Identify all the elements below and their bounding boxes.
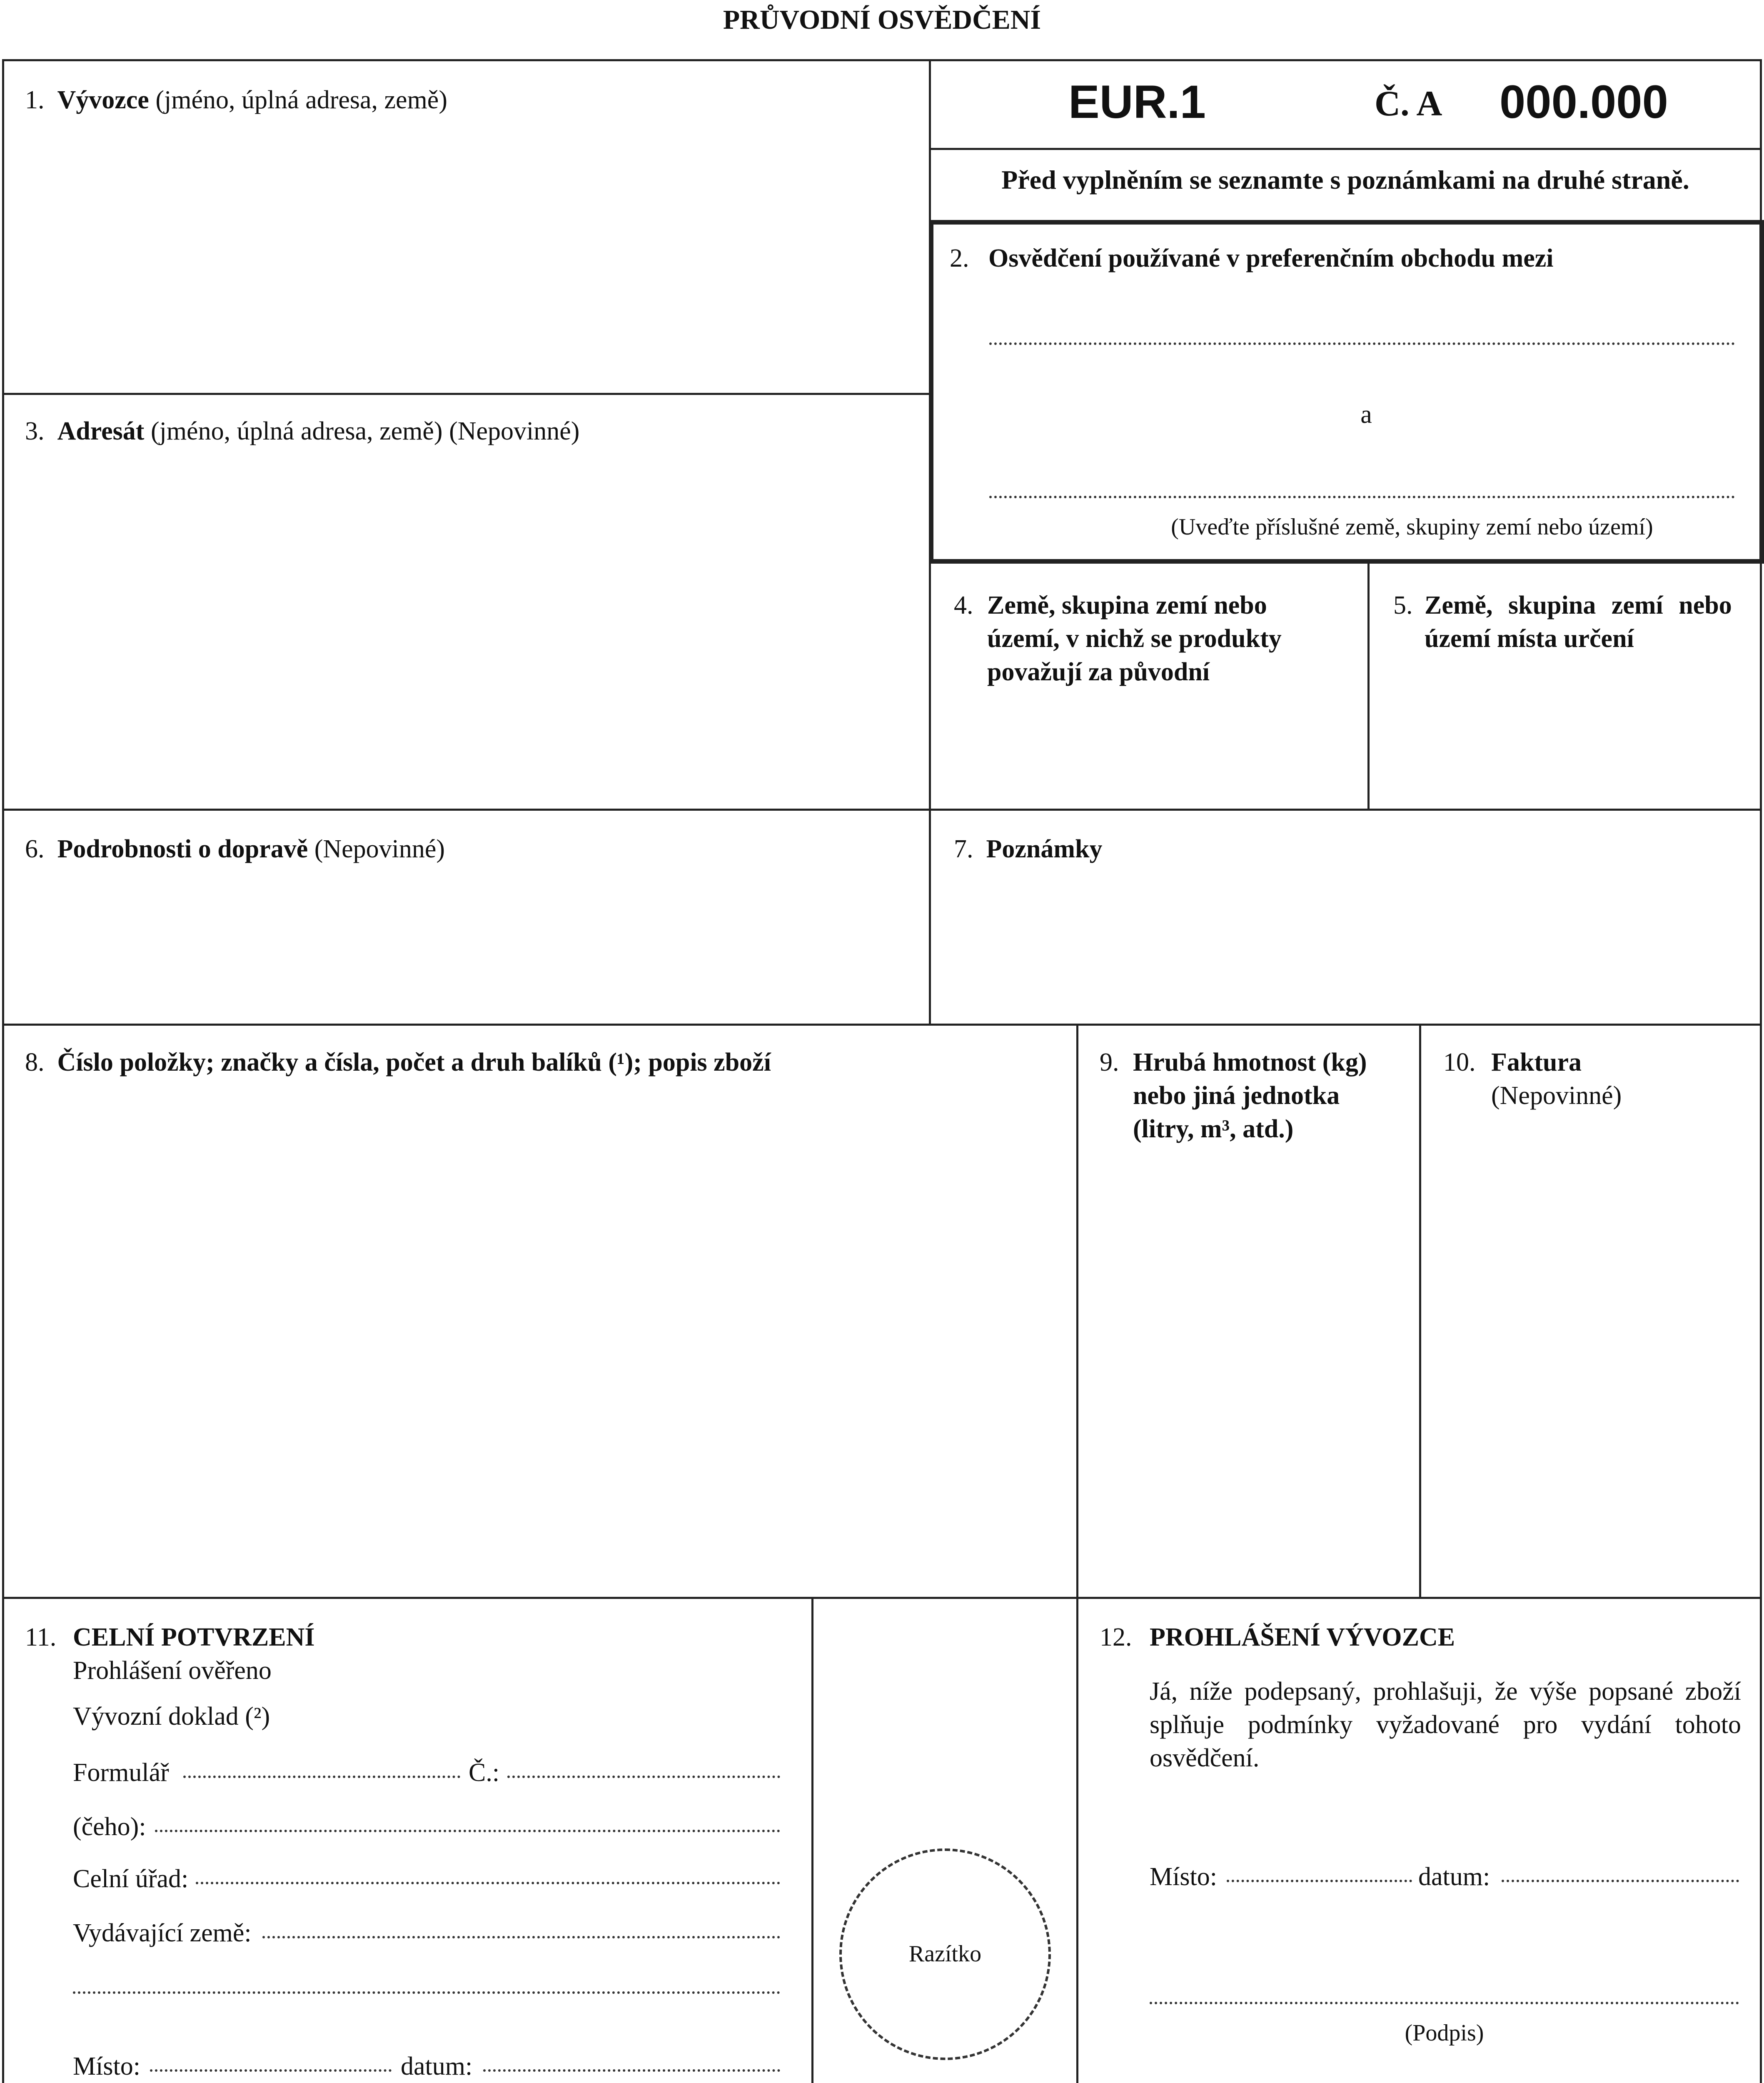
box-11-date-field[interactable] [483,2069,780,2072]
box-7-heading [954,832,1103,866]
box-11-no-label: Č.: [469,1758,500,1787]
box-12-number: 12. [1100,1623,1132,1651]
box-4-label-line-1: Země, skupina zemí nebo [987,591,1267,619]
box-12-text-line-3: osvědčení. [1150,1744,1260,1772]
box-3-detail: (jméno, úplná adresa, země) (Nepovinné) [150,417,580,445]
box-4-number: 4. [954,591,973,619]
box-1-number: 1. [25,86,45,114]
box-11-date-label: datum: [401,2052,473,2081]
box-4-label-line-3: považují za původní [987,658,1210,686]
box-3-label: Adresát [57,417,145,445]
box-5-label-line-2: území místa určení [1425,624,1634,653]
box-5-label-line-1: Země, skupina zemí nebo [1425,591,1732,619]
box-2-and: a [1360,400,1372,429]
box-7-label: Poznámky [986,835,1103,863]
page-title: PRŮVODNÍ OSVĚDČENÍ [723,5,1041,35]
box-3-consignee[interactable] [2,393,931,811]
box-2-country-line-2[interactable] [989,496,1735,498]
box-11-office-label: Celní úřad: [73,1865,189,1893]
box-8-description[interactable] [2,1024,1078,1599]
instruction-text: Před vyplněním se seznamte s poznámkami na druhé straně. [1001,165,1689,195]
box-5-number: 5. [1393,591,1413,619]
box-6-number: 6. [25,835,45,863]
box-2-number: 2. [950,244,969,272]
box-6-detail: (Nepovinné) [314,835,445,863]
box-11-place-field[interactable] [150,2069,392,2072]
box-4-label [987,589,1282,689]
box-12-declaration[interactable] [1076,1597,1762,2083]
box-10-number: 10. [1443,1048,1476,1076]
box-12-date-field[interactable] [1502,1880,1739,1882]
box-8-number: 8. [25,1048,45,1076]
certificate-number: 000.000 [1500,76,1668,128]
box-12-signature-line[interactable] [1150,2002,1739,2004]
box-11-export-doc: Vývozní doklad (²) [73,1702,270,1731]
box-11-label: CELNÍ POTVRZENÍ [73,1623,315,1651]
box-11-country-field[interactable] [262,1936,780,1938]
box-10-detail: (Nepovinné) [1491,1081,1622,1110]
box-11-of-label: (čeho): [73,1813,146,1841]
box-9-label-line-3: (litry, m³, atd.) [1133,1115,1294,1143]
box-1-detail: (jméno, úplná adresa, země) [155,86,447,114]
box-11-number: 11. [25,1623,57,1651]
box-1-label: Vývozce [57,86,149,114]
box-12-declaration-text [1150,1675,1741,1775]
box-12-signature-label: (Podpis) [1405,2020,1484,2046]
box-12-place-field[interactable] [1227,1880,1412,1882]
box-12-text-line-1: Já, níže podepsaný, prohlašuji, že výše popsané zboží [1150,1677,1741,1706]
box-7-number: 7. [954,835,973,863]
box-9-label-line-2: nebo jiná jednotka [1133,1081,1340,1110]
box-3-heading [25,415,579,448]
box-10-label-text: Faktura [1491,1048,1582,1076]
box-8-label: Číslo položky; značky a čísla, počet a druh balíků (¹); popis zboží [57,1048,771,1076]
form-code: EUR.1 [1068,76,1206,128]
box-11-form-field[interactable] [183,1776,460,1778]
box-9-number: 9. [1100,1048,1119,1076]
box-11-verified: Prohlášení ověřeno [73,1656,272,1685]
box-11-place-label: Místo: [73,2052,140,2081]
box-1-heading [25,83,447,117]
box-12-date-label: datum: [1418,1863,1490,1891]
box-6-heading [25,832,445,866]
box-2-heading [950,242,1554,275]
box-11-office-field[interactable] [196,1882,780,1884]
box-11-country-field-2[interactable] [73,1991,780,1994]
box-3-number: 3. [25,417,45,445]
box-12-place-label: Místo: [1150,1863,1217,1891]
box-6-label: Podrobnosti o dopravě [57,835,308,863]
stamp-label: Razítko [908,1941,982,1967]
box-11-of-field[interactable] [155,1830,780,1832]
box-8-heading [25,1046,771,1079]
certificate-number-label: Č. A [1375,83,1442,123]
box-2-note: (Uveďte příslušné země, skupiny zemí nebo území) [1171,514,1653,540]
box-11-form-label: Formulář [73,1758,169,1787]
box-2-country-line-1[interactable] [989,342,1735,345]
box-11-no-field[interactable] [507,1776,780,1778]
box-12-label: PROHLÁŠENÍ VÝVOZCE [1150,1623,1455,1651]
box-11-country-label: Vydávající země: [73,1919,252,1947]
box-10-label [1491,1046,1622,1112]
box-2-label: Osvědčení používané v preferenčním obchodu mezi [988,244,1554,272]
box-4-label-line-2: území, v nichž se produkty [987,624,1282,653]
box-9-label [1133,1046,1367,1146]
box-12-text-line-2: splňuje podmínky vyžadované pro vydání tohoto [1150,1711,1741,1739]
box-9-label-line-1: Hrubá hmotnost (kg) [1133,1048,1367,1076]
box-5-label [1425,589,1732,655]
